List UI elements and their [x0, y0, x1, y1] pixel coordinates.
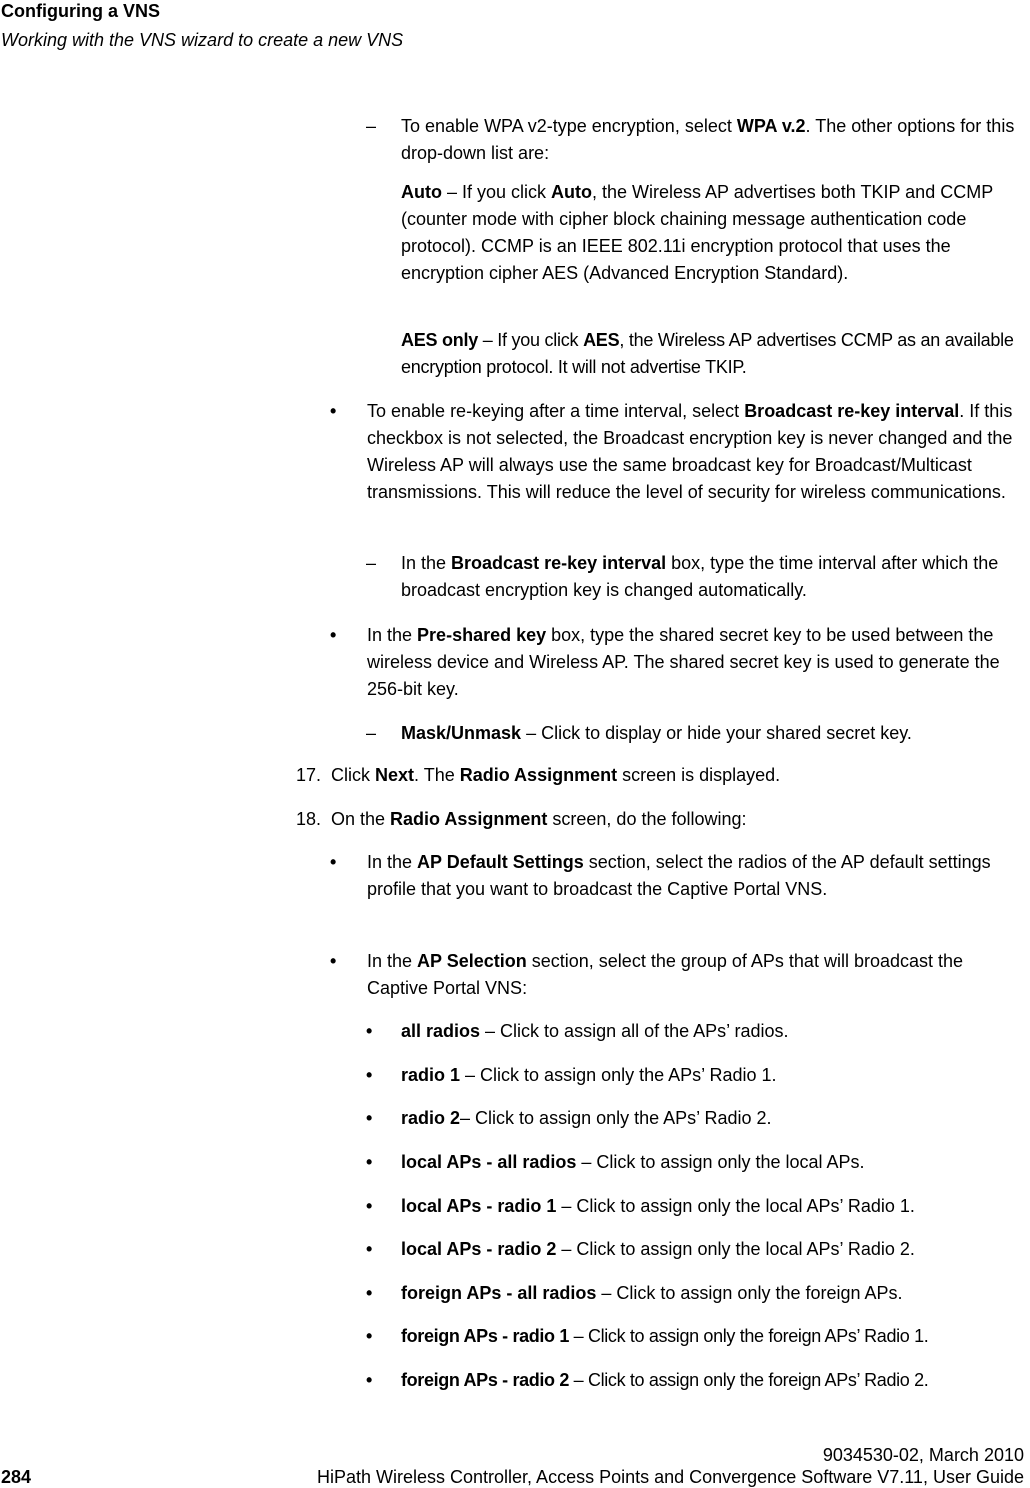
bullet-marker: • — [330, 401, 337, 421]
page-number: 284 — [1, 1467, 32, 1487]
list-item: radio 1 – Click to assign only the APs’ Radio 1. — [401, 1065, 777, 1085]
bullet-marker: • — [330, 852, 337, 872]
list-bullet: • — [366, 1108, 373, 1128]
chapter-title: Configuring a VNS — [1, 1, 160, 21]
wpa-v2-paragraph: To enable WPA v2-type encryption, select WPA v.2. The other options for this drop-down list are: — [401, 116, 1015, 163]
section-title: Working with the VNS wizard to create a new VNS — [1, 30, 404, 50]
list-bullet: • — [366, 1152, 373, 1172]
step-18-paragraph: On the Radio Assignment screen, do the following: — [331, 809, 747, 829]
list-bullet: • — [366, 1326, 373, 1346]
ap-default-settings-paragraph: In the AP Default Settings section, select the radios of the AP default settings profile that you want to broadcast the Captive Portal VNS. — [367, 852, 991, 899]
aes-only-paragraph: AES only – If you click AES, the Wireless AP advertises CCMP as an available encryption protocol. It will not advertise TKIP. — [401, 330, 1014, 377]
list-item: local APs - all radios – Click to assign only the local APs. — [401, 1152, 865, 1172]
bullet-marker: • — [330, 625, 337, 645]
dash-marker: – — [366, 553, 377, 573]
list-item: local APs - radio 2 – Click to assign only the local APs’ Radio 2. — [401, 1239, 915, 1259]
list-bullet: • — [366, 1239, 373, 1259]
document-title: HiPath Wireless Controller, Access Points and Convergence Software V7.11, User Guide — [316, 1467, 1024, 1487]
auto-option-paragraph: Auto – If you click Auto, the Wireless AP advertises both TKIP and CCMP (counter mode with cipher block chaining message authentication code protocol). CCMP is an IEEE 802.11i encryption protocol that uses the encryption cipher AES (Advanced Encryption Standard). — [401, 182, 993, 283]
list-item: local APs - radio 1 – Click to assign only the local APs’ Radio 1. — [401, 1196, 915, 1216]
dash-marker: – — [366, 723, 377, 743]
mask-unmask-paragraph: Mask/Unmask – Click to display or hide your shared secret key. — [401, 723, 912, 743]
step-17-paragraph: Click Next. The Radio Assignment screen is displayed. — [331, 765, 781, 785]
list-bullet: • — [366, 1370, 373, 1390]
list-bullet: • — [366, 1283, 373, 1303]
list-item: radio 2– Click to assign only the APs’ Radio 2. — [401, 1108, 772, 1128]
list-item: foreign APs - radio 1 – Click to assign only the foreign APs’ Radio 1. — [401, 1326, 929, 1346]
list-item: all radios – Click to assign all of the APs’ radios. — [401, 1021, 789, 1041]
rekey-interval-paragraph: In the Broadcast re-key interval box, type the time interval after which the broadcast encryption key is changed automatically. — [401, 553, 999, 600]
list-bullet: • — [366, 1065, 373, 1085]
list-item: foreign APs - radio 2 – Click to assign only the foreign APs’ Radio 2. — [401, 1370, 929, 1390]
ap-selection-paragraph: In the AP Selection section, select the group of APs that will broadcast the Captive Portal VNS: — [367, 951, 964, 998]
step-number: 17. — [296, 765, 322, 785]
list-bullet: • — [366, 1021, 373, 1041]
document-id: 9034530-02, March 2010 — [822, 1445, 1024, 1465]
list-bullet: • — [366, 1196, 373, 1216]
bullet-marker: • — [330, 951, 337, 971]
list-item: foreign APs - all radios – Click to assign only the foreign APs. — [401, 1283, 903, 1303]
dash-marker: – — [366, 116, 377, 136]
step-number: 18. — [296, 809, 322, 829]
preshared-key-paragraph: In the Pre-shared key box, type the shared secret key to be used between the wireless device and Wireless AP. The shared secret key is used to generate the 256-bit key. — [367, 625, 1000, 699]
rekey-paragraph: To enable re-keying after a time interval, select Broadcast re-key interval. If this checkbox is not selected, the Broadcast encryption key is never changed and the Wireless AP will always use the same broadcast key for Broadcast/Multicast transmissions. This will reduce the level of security for wireless communications. — [367, 401, 1013, 502]
